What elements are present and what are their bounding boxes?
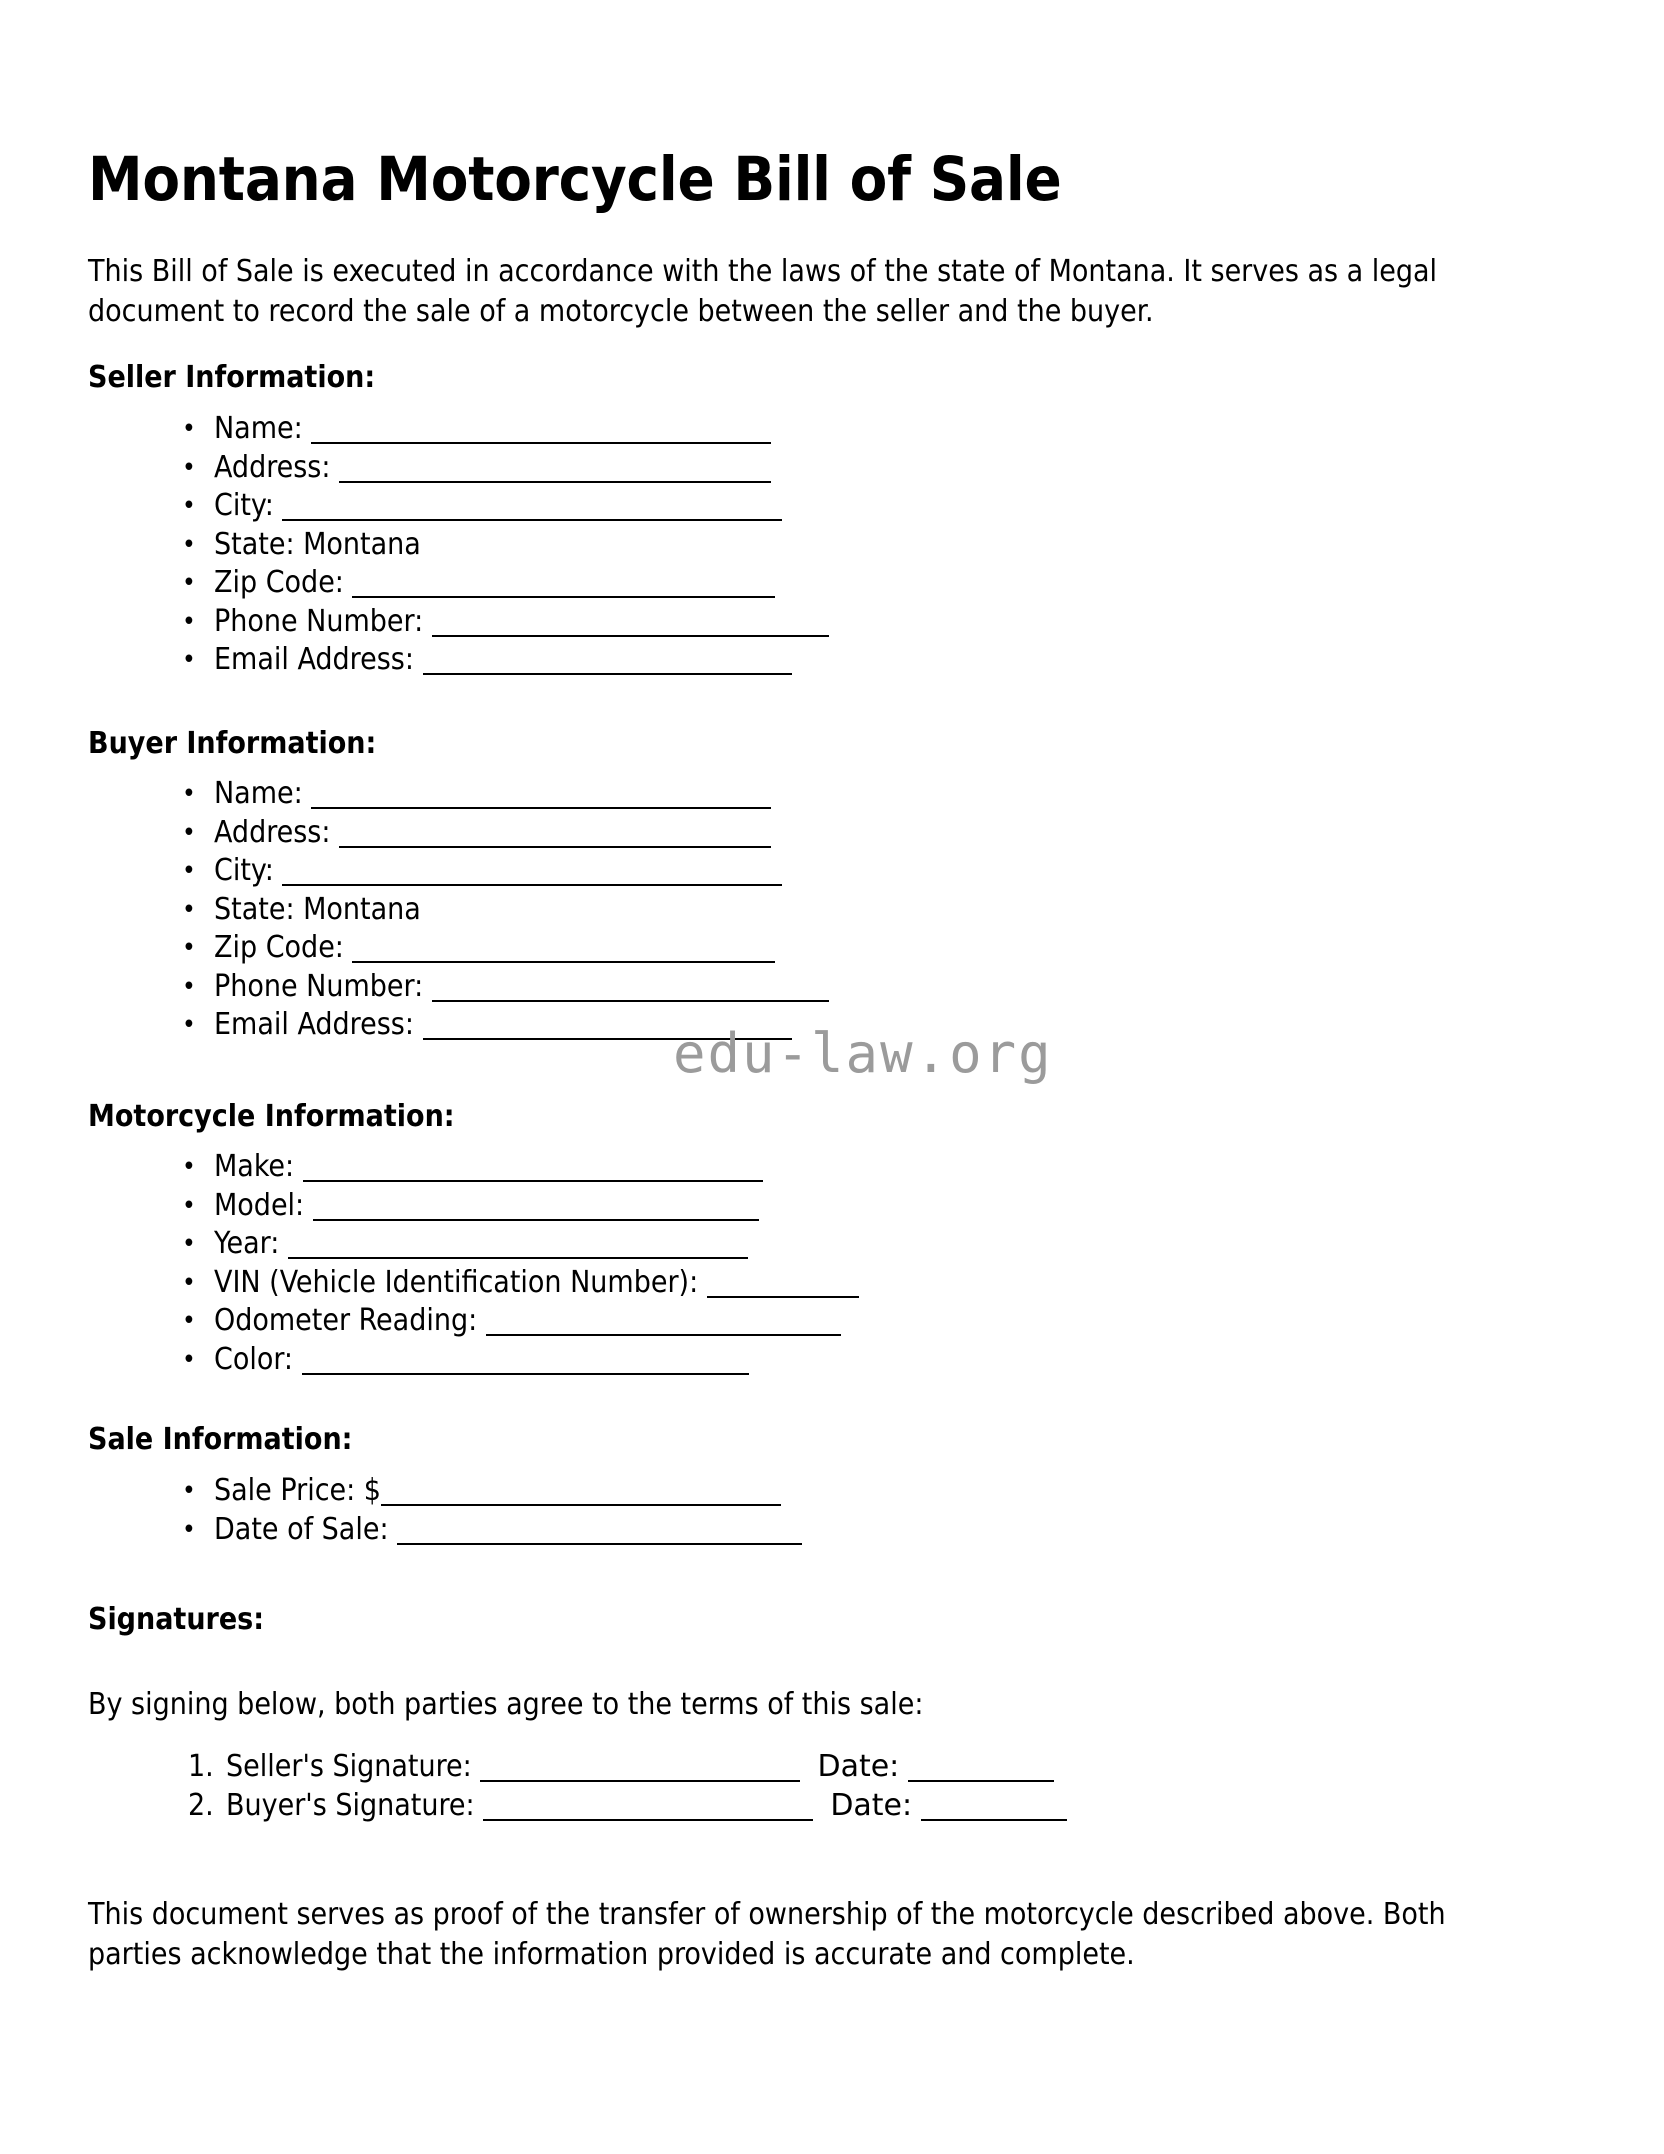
field-label: Address: [214, 449, 331, 485]
form-field-row [178, 1511, 802, 1550]
field-blank-line[interactable] [303, 1180, 763, 1182]
form-field-row [178, 852, 829, 891]
bullet-icon: • [182, 529, 196, 560]
bullet-icon: • [182, 856, 196, 886]
signature-blank-line[interactable] [480, 1780, 800, 1782]
field-label: Name: [214, 776, 303, 811]
field-blank-line[interactable] [486, 1334, 841, 1336]
buyer-field-list [178, 775, 829, 1045]
field-blank-line[interactable] [311, 807, 771, 809]
signatures-intro-paragraph: By signing below, both parties agree to the terms of this sale: [88, 1687, 924, 1722]
field-label: Zip Code: [214, 930, 344, 965]
bullet-icon: • [182, 1476, 196, 1506]
field-blank-line[interactable] [423, 673, 792, 675]
field-label: Email Address: [214, 642, 414, 677]
sale-field-list [178, 1472, 802, 1549]
section-heading-motorcycle: Motorcycle Information: [88, 1098, 455, 1134]
field-blank-line[interactable] [352, 961, 775, 963]
field-label: State: [214, 891, 295, 927]
signature-row-list [188, 1748, 1067, 1825]
field-label: City: [214, 853, 274, 888]
field-label: Phone Number: [214, 603, 424, 639]
list-number: 2. [188, 1787, 214, 1823]
form-field-row [178, 449, 829, 488]
signature-label: Seller's Signature: [226, 1749, 472, 1784]
field-label: Address: [214, 814, 331, 850]
bullet-icon: • [182, 568, 196, 598]
field-blank-line[interactable] [432, 635, 829, 637]
form-field-row [178, 564, 829, 603]
form-field-row [178, 1302, 859, 1341]
intro-paragraph: This Bill of Sale is executed in accordance with the laws of the state of Montana. It serves as a legal document to record the sale of a motorcycle between the seller and the buyer. [88, 254, 1438, 329]
form-field-row [178, 1148, 859, 1187]
section-heading-signatures: Signatures: [88, 1601, 265, 1637]
field-blank-line[interactable] [397, 1543, 802, 1545]
field-label: Email Address: [214, 1007, 414, 1042]
bullet-icon: • [182, 817, 196, 848]
bullet-icon: • [182, 1306, 196, 1336]
field-label: VIN (Vehicle Identification Number): [214, 1264, 699, 1300]
field-blank-line[interactable] [302, 1373, 749, 1375]
signature-row [188, 1787, 1067, 1826]
bullet-icon: • [182, 1344, 196, 1375]
bullet-icon: • [182, 1514, 196, 1545]
bullet-icon: • [182, 645, 196, 675]
field-blank-line[interactable] [282, 519, 782, 521]
field-label: Sale Price: $ [214, 1473, 381, 1508]
field-blank-line[interactable] [311, 442, 771, 444]
motorcycle-field-list [178, 1148, 859, 1379]
field-blank-line[interactable] [352, 596, 775, 598]
bullet-icon: • [182, 1190, 196, 1221]
field-label: Color: [214, 1341, 294, 1377]
field-value: Montana [294, 526, 421, 562]
form-field-row [178, 1187, 859, 1226]
form-field-row [178, 1006, 829, 1045]
form-field-row [178, 526, 829, 565]
bullet-icon: • [182, 606, 196, 637]
section-heading-buyer: Buyer Information: [88, 725, 377, 761]
bullet-icon: • [182, 1267, 196, 1298]
form-field-row [178, 929, 829, 968]
field-blank-line[interactable] [339, 481, 771, 483]
bullet-icon: • [182, 1152, 196, 1182]
form-field-row [178, 891, 829, 930]
form-field-row [178, 603, 829, 642]
form-field-row [178, 775, 829, 814]
bullet-icon: • [182, 1229, 196, 1259]
form-field-row [178, 1341, 859, 1380]
list-number: 1. [188, 1749, 214, 1784]
field-label: State: [214, 526, 295, 562]
field-label: Zip Code: [214, 565, 344, 600]
field-label: Year: [214, 1226, 280, 1261]
field-blank-line[interactable] [381, 1504, 781, 1506]
form-field-row [178, 814, 829, 853]
bullet-icon: • [182, 971, 196, 1002]
field-blank-line[interactable] [432, 1000, 829, 1002]
bullet-icon: • [182, 452, 196, 483]
field-blank-line[interactable] [423, 1038, 792, 1040]
signature-blank-line[interactable] [483, 1819, 813, 1821]
bullet-icon: • [182, 894, 196, 925]
closing-paragraph: This document serves as proof of the transfer of ownership of the motorcycle described above. Both parties acknowledge that the information provided is accurate and complete. [88, 1897, 1446, 1972]
watermark-text: edu-law.org [673, 1022, 1053, 1085]
date-blank-line[interactable] [908, 1780, 1054, 1782]
field-label: Date of Sale: [214, 1511, 389, 1547]
field-label: Name: [214, 411, 303, 446]
document-sheet [88, 0, 1538, 2154]
form-field-row [178, 1264, 859, 1303]
field-blank-line[interactable] [288, 1257, 748, 1259]
field-label: Odometer Reading: [214, 1303, 478, 1338]
bullet-icon: • [182, 779, 196, 809]
form-field-row [178, 641, 829, 680]
form-field-row [178, 1225, 859, 1264]
date-label: Date: [817, 1749, 900, 1784]
seller-field-list [178, 410, 829, 680]
form-field-row [178, 968, 829, 1007]
form-field-row [178, 1472, 802, 1511]
field-blank-line[interactable] [707, 1296, 859, 1298]
bullet-icon: • [182, 414, 196, 444]
field-blank-line[interactable] [313, 1219, 759, 1221]
signature-label: Buyer's Signature: [226, 1787, 475, 1823]
date-blank-line[interactable] [921, 1819, 1067, 1821]
field-label: Phone Number: [214, 968, 424, 1004]
field-blank-line[interactable] [339, 846, 771, 848]
section-heading-sale: Sale Information: [88, 1421, 353, 1457]
bullet-icon: • [182, 1010, 196, 1040]
field-label: Make: [214, 1149, 295, 1184]
page-title: Montana Motorcycle Bill of Sale [88, 143, 1062, 215]
signature-row [188, 1748, 1067, 1787]
field-label: Model: [214, 1187, 305, 1223]
bullet-icon: • [182, 491, 196, 521]
form-field-row [178, 410, 829, 449]
bullet-icon: • [182, 933, 196, 963]
form-field-row [178, 487, 829, 526]
field-value: Montana [294, 891, 421, 927]
date-label: Date: [830, 1787, 913, 1823]
field-label: City: [214, 488, 274, 523]
field-blank-line[interactable] [282, 884, 782, 886]
section-heading-seller: Seller Information: [88, 359, 376, 395]
